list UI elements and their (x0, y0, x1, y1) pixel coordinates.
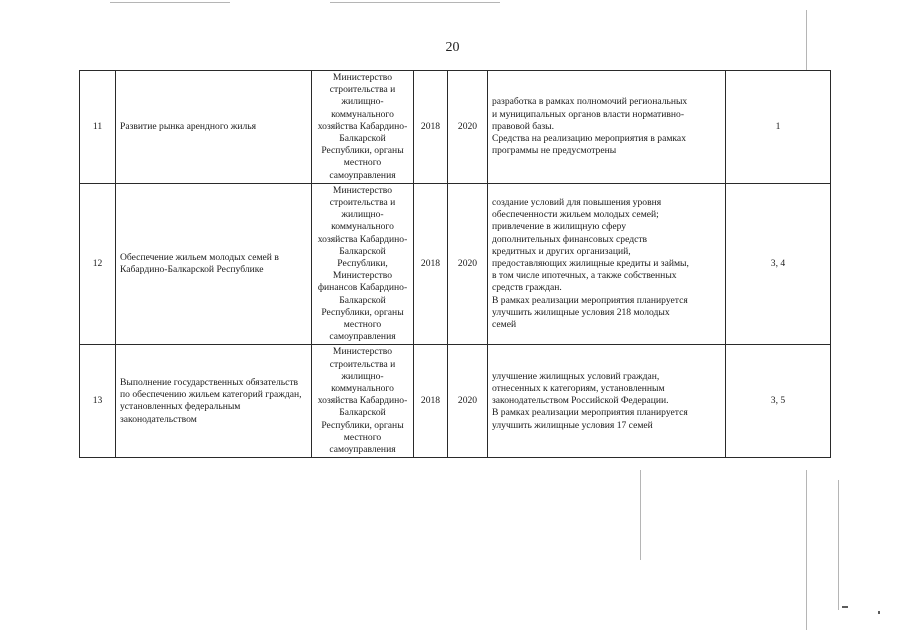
scan-mark-top-1 (110, 2, 230, 3)
expected-result: разработка в рамках полномочий региональных и муниципальных органов власти нормативно- правовой базы. Средства на реализацию мероприятия в рамках программы не предусмотрены (488, 71, 726, 184)
table-row (80, 345, 831, 458)
table-row (80, 71, 831, 184)
row-number: 12 (80, 183, 116, 345)
indicator-links: 1 (726, 71, 831, 184)
start-year: 2018 (414, 345, 448, 458)
scan-mark-mid-1 (640, 470, 641, 560)
start-year: 2018 (414, 71, 448, 184)
scan-mark-top-2 (330, 2, 500, 3)
measure-name: Обеспечение жильем молодых семей в Кабардино-Балкарской Республике (116, 183, 312, 345)
end-year: 2020 (448, 71, 488, 184)
responsible-executor: Министерство строительства и жилищно- коммунального хозяйства Кабардино- Балкарской Республики, органы местного самоуправления (312, 345, 414, 458)
expected-result: улучшение жилищных условий граждан, отнесенных к категориям, установленным законодательством Российской Федерации. В рамках реализации мероприятия планируется улучшить жилищные условия 17 семей (488, 345, 726, 458)
measure-name: Выполнение государственных обязательств по обеспечению жильем категорий граждан, установленных федеральным законодательством (116, 345, 312, 458)
row-number: 13 (80, 345, 116, 458)
scan-mark-right-2 (806, 470, 807, 630)
measures-table (79, 70, 831, 458)
scan-mark-dot (878, 611, 880, 614)
start-year: 2018 (414, 183, 448, 345)
responsible-executor: Министерство строительства и жилищно- коммунального хозяйства Кабардино- Балкарской Республики, органы местного самоуправления (312, 71, 414, 184)
row-number: 11 (80, 71, 116, 184)
indicator-links: 3, 4 (726, 183, 831, 345)
table-row (80, 183, 831, 345)
end-year: 2020 (448, 345, 488, 458)
end-year: 2020 (448, 183, 488, 345)
scan-mark-bottom-right (842, 606, 848, 608)
indicator-links: 3, 5 (726, 345, 831, 458)
measure-name: Развитие рынка арендного жилья (116, 71, 312, 184)
page-number: 20 (445, 40, 460, 55)
scan-mark-right-3 (838, 480, 839, 610)
responsible-executor: Министерство строительства и жилищно- коммунального хозяйства Кабардино- Балкарской Республики, Министерство финансов Кабардино- Балкарской Республики, органы местного самоуправления (312, 183, 414, 345)
expected-result: создание условий для повышения уровня обеспеченности жильем молодых семей; привлечение в жилищную сферу дополнительных финансовых средств кредитных и других организаций, предоставляющих жилищные кредиты и займы, в том числе ипотечных, а также собственных средств граждан. В рамках реализации мероприятия планируется улучшить жилищные условия 218 молодых семей (488, 183, 726, 345)
